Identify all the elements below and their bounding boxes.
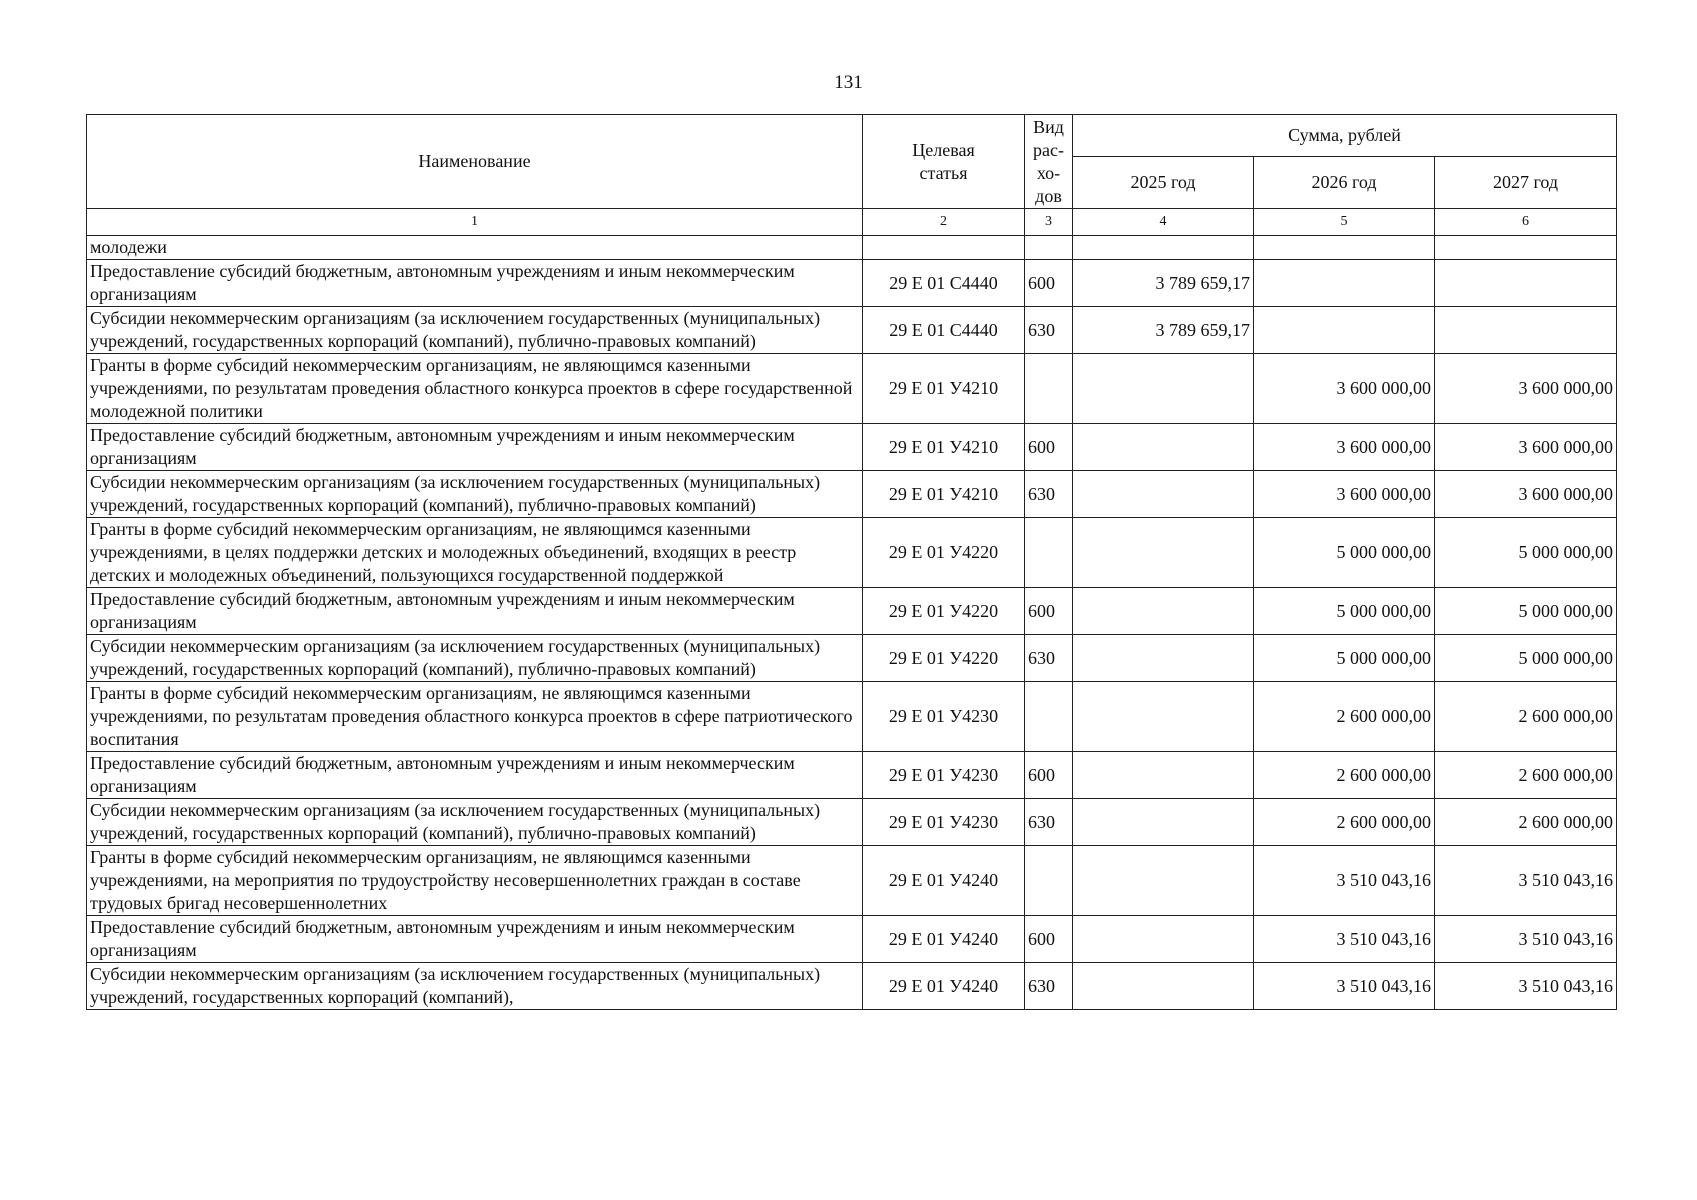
header-sum: Сумма, рублей	[1073, 115, 1617, 157]
row-amount-2025	[1073, 752, 1254, 799]
row-name: Предоставление субсидий бюджетным, автономным учреждениям и иным некоммерческим организациям	[87, 424, 863, 471]
row-amount-2025	[1073, 471, 1254, 518]
row-amount-2027: 3 600 000,00	[1435, 424, 1617, 471]
row-expense-kind: 630	[1025, 307, 1073, 354]
row-amount-2027: 2 600 000,00	[1435, 799, 1617, 846]
row-name: молодежи	[87, 236, 863, 260]
row-name: Гранты в форме субсидий некоммерческим организациям, не являющимся казенными учреждениями, по результатам проведения областного конкурса проектов в сфере государственной молодежной политики	[87, 354, 863, 424]
table-row	[87, 635, 1617, 682]
row-amount-2027	[1435, 260, 1617, 307]
row-amount-2027: 2 600 000,00	[1435, 682, 1617, 752]
row-amount-2025	[1073, 635, 1254, 682]
table-row	[87, 307, 1617, 354]
table-row	[87, 471, 1617, 518]
row-expense-kind: 600	[1025, 916, 1073, 963]
row-amount-2026: 2 600 000,00	[1254, 682, 1435, 752]
row-amount-2026	[1254, 307, 1435, 354]
table-body	[87, 236, 1617, 1010]
row-amount-2027: 3 510 043,16	[1435, 963, 1617, 1010]
row-amount-2025	[1073, 518, 1254, 588]
col-number: 1	[87, 209, 863, 236]
row-amount-2025: 3 789 659,17	[1073, 260, 1254, 307]
row-amount-2027: 5 000 000,00	[1435, 635, 1617, 682]
row-amount-2025	[1073, 354, 1254, 424]
table-row	[87, 588, 1617, 635]
row-amount-2027: 3 600 000,00	[1435, 354, 1617, 424]
row-expense-kind	[1025, 354, 1073, 424]
row-amount-2026: 3 510 043,16	[1254, 963, 1435, 1010]
row-target-code: 29 Е 01 С4440	[863, 307, 1025, 354]
row-amount-2027: 5 000 000,00	[1435, 588, 1617, 635]
row-target-code: 29 Е 01 У4240	[863, 916, 1025, 963]
row-target-code	[863, 236, 1025, 260]
row-amount-2027: 3 510 043,16	[1435, 916, 1617, 963]
header-kind-line: хо-	[1036, 162, 1061, 183]
table-row	[87, 518, 1617, 588]
header-year-2027: 2027 год	[1435, 157, 1617, 209]
row-amount-2025	[1073, 236, 1254, 260]
row-amount-2025	[1073, 916, 1254, 963]
row-amount-2027: 3 600 000,00	[1435, 471, 1617, 518]
row-target-code: 29 Е 01 У4220	[863, 635, 1025, 682]
row-amount-2026: 2 600 000,00	[1254, 799, 1435, 846]
table-row	[87, 424, 1617, 471]
row-target-code: 29 Е 01 У4210	[863, 424, 1025, 471]
table-row	[87, 752, 1617, 799]
row-expense-kind: 600	[1025, 588, 1073, 635]
table-row	[87, 963, 1617, 1010]
row-amount-2026	[1254, 236, 1435, 260]
row-target-code: 29 Е 01 У4210	[863, 354, 1025, 424]
row-amount-2027	[1435, 236, 1617, 260]
row-name: Гранты в форме субсидий некоммерческим организациям, не являющимся казенными учреждениями, на мероприятия по трудоустройству несовершеннолетних граждан в составе трудовых бригад несовершеннолетних	[87, 846, 863, 916]
col-number: 2	[863, 209, 1025, 236]
header-code: Целевая статья	[863, 115, 1025, 209]
row-target-code: 29 Е 01 С4440	[863, 260, 1025, 307]
row-expense-kind	[1025, 236, 1073, 260]
header-year-2025: 2025 год	[1073, 157, 1254, 209]
row-amount-2026: 3 510 043,16	[1254, 846, 1435, 916]
header-kind-line: дов	[1035, 185, 1062, 206]
row-name: Субсидии некоммерческим организациям (за исключением государственных (муниципальных) учреждений, государственных корпораций (компаний), публично-правовых компаний)	[87, 471, 863, 518]
col-number: 6	[1435, 209, 1617, 236]
row-amount-2026: 5 000 000,00	[1254, 588, 1435, 635]
row-expense-kind	[1025, 518, 1073, 588]
table-row	[87, 682, 1617, 752]
table-row	[87, 354, 1617, 424]
row-amount-2027	[1435, 307, 1617, 354]
header-year-2026: 2026 год	[1254, 157, 1435, 209]
row-target-code: 29 Е 01 У4240	[863, 846, 1025, 916]
row-expense-kind: 600	[1025, 424, 1073, 471]
table-row	[87, 916, 1617, 963]
row-amount-2026: 5 000 000,00	[1254, 635, 1435, 682]
row-amount-2027: 2 600 000,00	[1435, 752, 1617, 799]
table-row	[87, 799, 1617, 846]
table-row	[87, 236, 1617, 260]
table-header	[87, 115, 1617, 236]
row-target-code: 29 Е 01 У4230	[863, 752, 1025, 799]
row-amount-2026: 3 600 000,00	[1254, 471, 1435, 518]
row-amount-2026: 5 000 000,00	[1254, 518, 1435, 588]
header-kind	[1025, 115, 1073, 209]
table-row	[87, 846, 1617, 916]
row-name: Гранты в форме субсидий некоммерческим организациям, не являющимся казенными учреждениями, в целях поддержки детских и молодежных объединений, входящих в реестр детских и молодежных объединений, пользующихся государственной поддержкой	[87, 518, 863, 588]
row-amount-2025	[1073, 963, 1254, 1010]
row-name: Субсидии некоммерческим организациям (за исключением государственных (муниципальных) учреждений, государственных корпораций (компаний),	[87, 963, 863, 1010]
col-number: 4	[1073, 209, 1254, 236]
row-expense-kind: 630	[1025, 471, 1073, 518]
header-name: Наименование	[87, 115, 863, 209]
header-kind-line: рас-	[1033, 139, 1064, 160]
row-amount-2025	[1073, 588, 1254, 635]
row-name: Предоставление субсидий бюджетным, автономным учреждениям и иным некоммерческим организациям	[87, 260, 863, 307]
row-amount-2027: 3 510 043,16	[1435, 846, 1617, 916]
row-name: Предоставление субсидий бюджетным, автономным учреждениям и иным некоммерческим организациям	[87, 916, 863, 963]
row-name: Гранты в форме субсидий некоммерческим организациям, не являющимся казенными учреждениями, по результатам проведения областного конкурса проектов в сфере патриотического воспитания	[87, 682, 863, 752]
row-expense-kind: 630	[1025, 635, 1073, 682]
row-expense-kind: 600	[1025, 752, 1073, 799]
page-number: 131	[834, 72, 863, 93]
row-amount-2026: 3 510 043,16	[1254, 916, 1435, 963]
row-expense-kind: 600	[1025, 260, 1073, 307]
row-expense-kind	[1025, 682, 1073, 752]
row-name: Субсидии некоммерческим организациям (за исключением государственных (муниципальных) учреждений, государственных корпораций (компаний), публично-правовых компаний)	[87, 799, 863, 846]
row-amount-2025: 3 789 659,17	[1073, 307, 1254, 354]
row-name: Субсидии некоммерческим организациям (за исключением государственных (муниципальных) учреждений, государственных корпораций (компаний), публично-правовых компаний)	[87, 635, 863, 682]
row-target-code: 29 Е 01 У4210	[863, 471, 1025, 518]
table-row	[87, 260, 1617, 307]
row-expense-kind	[1025, 846, 1073, 916]
column-numbers-row	[87, 209, 1617, 236]
row-amount-2025	[1073, 799, 1254, 846]
row-expense-kind: 630	[1025, 799, 1073, 846]
budget-table	[86, 114, 1617, 1010]
row-amount-2027: 5 000 000,00	[1435, 518, 1617, 588]
row-name: Предоставление субсидий бюджетным, автономным учреждениям и иным некоммерческим организациям	[87, 588, 863, 635]
row-amount-2025	[1073, 846, 1254, 916]
row-target-code: 29 Е 01 У4220	[863, 588, 1025, 635]
row-target-code: 29 Е 01 У4230	[863, 682, 1025, 752]
row-name: Предоставление субсидий бюджетным, автономным учреждениям и иным некоммерческим организациям	[87, 752, 863, 799]
row-target-code: 29 Е 01 У4230	[863, 799, 1025, 846]
row-amount-2026: 3 600 000,00	[1254, 354, 1435, 424]
row-name: Субсидии некоммерческим организациям (за исключением государственных (муниципальных) учреждений, государственных корпораций (компаний), публично-правовых компаний)	[87, 307, 863, 354]
header-kind-line: Вид	[1033, 116, 1064, 137]
row-amount-2026: 3 600 000,00	[1254, 424, 1435, 471]
row-amount-2025	[1073, 682, 1254, 752]
row-expense-kind: 630	[1025, 963, 1073, 1010]
row-target-code: 29 Е 01 У4240	[863, 963, 1025, 1010]
row-target-code: 29 Е 01 У4220	[863, 518, 1025, 588]
row-amount-2025	[1073, 424, 1254, 471]
col-number: 3	[1025, 209, 1073, 236]
row-amount-2026: 2 600 000,00	[1254, 752, 1435, 799]
col-number: 5	[1254, 209, 1435, 236]
row-amount-2026	[1254, 260, 1435, 307]
